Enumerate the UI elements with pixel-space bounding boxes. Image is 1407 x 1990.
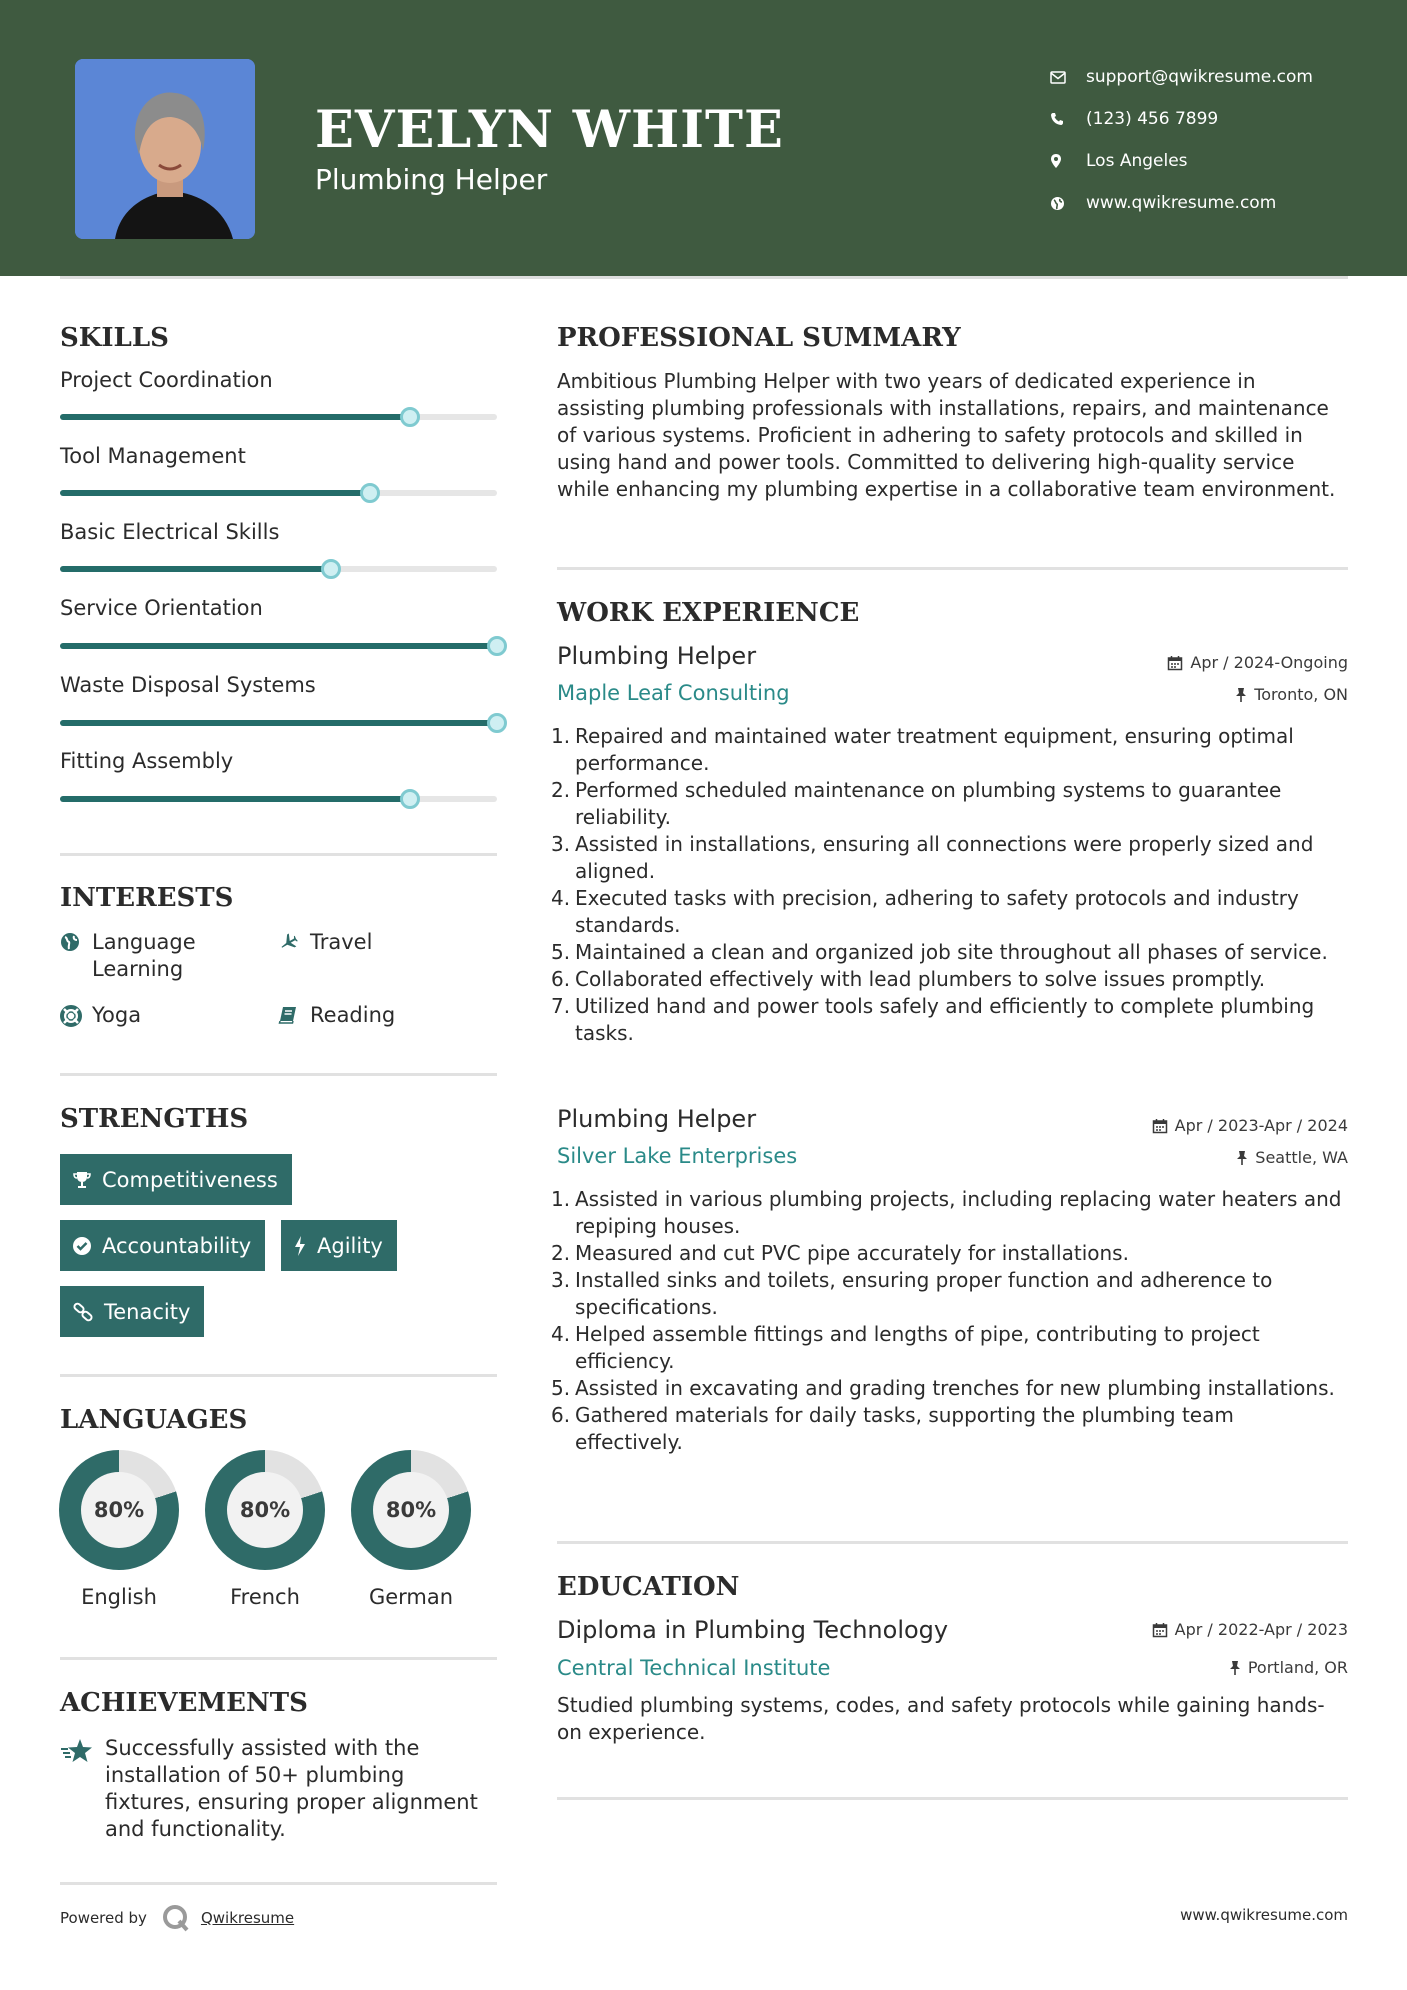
- school-name: Central Technical Institute: [557, 1656, 831, 1680]
- education-location-text: Portland, OR: [1247, 1658, 1348, 1677]
- job-location-text: Toronto, ON: [1254, 685, 1348, 704]
- section-divider: [60, 853, 497, 856]
- duty-text: Performed scheduled maintenance on plumbing systems to guarantee reliability.: [575, 778, 1282, 829]
- duty-item: 2. Performed scheduled maintenance on plumbing systems to guarantee reliability.: [551, 778, 1282, 829]
- duty-item: 4. Executed tasks with precision, adhering to safety protocols and industry standards.: [551, 886, 1299, 937]
- candidate-name: EVELYN WHITE: [315, 100, 784, 160]
- duty-text: Maintained a clean and organized job site throughout all phases of service.: [575, 940, 1328, 964]
- duty-text: Helped assemble fittings and lengths of pipe, contributing to project efficiency.: [575, 1322, 1260, 1373]
- duty-item: 1. Assisted in various plumbing projects, including replacing water heaters and repiping houses.: [551, 1187, 1342, 1238]
- language-name: German: [368, 1585, 454, 1609]
- footer-website[interactable]: www.qwikresume.com: [1180, 1906, 1348, 1924]
- strength-label: Accountability: [102, 1233, 252, 1258]
- header-divider: [60, 276, 1348, 279]
- skill-bar: [60, 414, 497, 420]
- language-percent: 80%: [81, 1472, 157, 1548]
- languages-heading: LANGUAGES: [60, 1405, 248, 1435]
- profile-photo: [75, 59, 255, 239]
- education-location: [1229, 1658, 1348, 1677]
- star-icon: [60, 1735, 105, 1771]
- job-duties: [551, 723, 1347, 1047]
- skill-bar: [60, 720, 497, 726]
- duty-item: 7. Utilized hand and power tools safely and efficiently to complete plumbing tasks.: [551, 994, 1315, 1045]
- job-dates: [1152, 1116, 1348, 1135]
- strength-label: Agility: [317, 1233, 383, 1258]
- skill-label: Basic Electrical Skills: [60, 520, 280, 544]
- language-ring: [59, 1450, 179, 1570]
- contact-phone[interactable]: [1050, 98, 1313, 140]
- job-title: Plumbing Helper: [557, 1105, 757, 1133]
- section-divider: [557, 1797, 1348, 1800]
- job-dates-text: Apr / 2023-Apr / 2024: [1174, 1116, 1348, 1135]
- duty-text: Repaired and maintained water treatment equipment, ensuring optimal performance.: [575, 724, 1294, 775]
- duty-text: Assisted in excavating and grading trenches for new plumbing installations.: [575, 1376, 1335, 1400]
- strength-badge: [60, 1154, 292, 1205]
- skill-bar-knob: [487, 636, 507, 656]
- link-icon: [72, 1301, 94, 1323]
- duty-item: 3. Assisted in installations, ensuring all connections were properly sized and aligned.: [551, 832, 1314, 883]
- duty-text: Installed sinks and toilets, ensuring proper function and adherence to specifications.: [575, 1268, 1273, 1319]
- duty-text: Collaborated effectively with lead plumbers to solve issues promptly.: [575, 967, 1266, 991]
- bolt-icon: [293, 1235, 307, 1257]
- phone-icon: [1050, 112, 1086, 126]
- education-heading: EDUCATION: [557, 1572, 740, 1602]
- achievement-item: [60, 1735, 500, 1843]
- duty-text: Assisted in installations, ensuring all connections were properly sized and aligned.: [575, 832, 1314, 883]
- duty-item: 2. Measured and cut PVC pipe accurately for installations.: [551, 1241, 1129, 1265]
- globe-icon: [1050, 196, 1086, 211]
- job-duties: [551, 1186, 1347, 1456]
- strengths-heading: STRENGTHS: [60, 1104, 249, 1134]
- duty-text: Utilized hand and power tools safely and efficiently to complete plumbing tasks.: [575, 994, 1315, 1045]
- section-divider: [60, 1657, 497, 1660]
- education-description: Studied plumbing systems, codes, and safety protocols while gaining hands-on experience.: [557, 1693, 1325, 1744]
- duty-text: Executed tasks with precision, adhering to safety protocols and industry standards.: [575, 886, 1299, 937]
- skill-bar-fill: [60, 490, 370, 496]
- contact-list: [1050, 56, 1313, 224]
- contact-website[interactable]: [1050, 182, 1313, 224]
- skill-bar-knob: [400, 789, 420, 809]
- plane-icon: [278, 929, 310, 959]
- duty-item: 3. Installed sinks and toilets, ensuring proper function and adherence to specifications.: [551, 1268, 1273, 1319]
- contact-email[interactable]: [1050, 56, 1313, 98]
- skill-bar-fill: [60, 643, 497, 649]
- job-location: [1236, 1148, 1348, 1167]
- interest-item: [278, 929, 372, 959]
- strength-badge: [60, 1220, 265, 1271]
- contact-website-text: www.qwikresume.com: [1086, 193, 1277, 213]
- interest-item: [60, 929, 260, 983]
- company-name: Silver Lake Enterprises: [557, 1144, 798, 1168]
- pushpin-icon: [1235, 687, 1247, 703]
- section-divider: [60, 1882, 497, 1885]
- pushpin-icon: [1236, 1150, 1248, 1166]
- book-icon: [278, 1002, 310, 1032]
- skill-label: Fitting Assembly: [60, 749, 234, 773]
- strength-badge: [281, 1220, 397, 1271]
- skills-heading: SKILLS: [60, 323, 169, 353]
- education-dates-text: Apr / 2022-Apr / 2023: [1174, 1620, 1348, 1639]
- map-pin-icon: [1050, 153, 1086, 169]
- powered-by: [60, 1903, 294, 1933]
- skill-bar-knob: [360, 483, 380, 503]
- globe-icon: [60, 929, 92, 959]
- skill-bar-knob: [400, 407, 420, 427]
- skill-label: Project Coordination: [60, 368, 273, 392]
- experience-heading: WORK EXPERIENCE: [557, 598, 860, 628]
- language-percent: 80%: [227, 1472, 303, 1548]
- company-name: Maple Leaf Consulting: [557, 681, 790, 705]
- job-dates: [1167, 653, 1348, 672]
- section-divider: [557, 1541, 1348, 1544]
- duty-text: Gathered materials for daily tasks, supporting the plumbing team effectively.: [575, 1403, 1234, 1454]
- duty-item: 6. Collaborated effectively with lead plumbers to solve issues promptly.: [551, 967, 1266, 991]
- job-location: [1235, 685, 1348, 704]
- contact-phone-text: (123) 456 7899: [1086, 109, 1219, 129]
- trophy-icon: [72, 1170, 92, 1190]
- qwikresume-link[interactable]: Qwikresume: [200, 1909, 295, 1927]
- job-location-text: Seattle, WA: [1255, 1148, 1348, 1167]
- duty-text: Assisted in various plumbing projects, including replacing water heaters and repiping houses.: [575, 1187, 1342, 1238]
- duty-item: 4. Helped assemble fittings and lengths of pipe, contributing to project efficiency.: [551, 1322, 1260, 1373]
- strength-label: Tenacity: [104, 1299, 191, 1324]
- candidate-title: Plumbing Helper: [315, 163, 548, 196]
- interest-item: [278, 1002, 395, 1032]
- duty-item: 1. Repaired and maintained water treatment equipment, ensuring optimal performance.: [551, 724, 1294, 775]
- section-divider: [60, 1374, 497, 1377]
- calendar-icon: [1167, 655, 1183, 671]
- interest-label: Reading: [310, 1003, 396, 1027]
- skill-bar-knob: [487, 713, 507, 733]
- skill-label: Waste Disposal Systems: [60, 673, 316, 697]
- education-dates: [1152, 1620, 1348, 1639]
- skill-bar: [60, 490, 497, 496]
- skill-label: Tool Management: [60, 444, 246, 468]
- skill-bar-fill: [60, 566, 331, 572]
- summary-text: Ambitious Plumbing Helper with two years of dedicated experience in assisting plumbing professionals with installations, repairs, and maintenance of various systems. Proficient in adhering to safety protocols and skilled in using hand and power tools. Committed to delivering high-quality service while enhancing my plumbing expertise in a collaborative team environment.: [557, 369, 1336, 501]
- envelope-icon: [1050, 71, 1086, 84]
- summary-heading: PROFESSIONAL SUMMARY: [557, 323, 961, 353]
- job-dates-text: Apr / 2024-Ongoing: [1190, 653, 1348, 672]
- contact-email-text: support@qwikresume.com: [1086, 67, 1313, 87]
- interest-label: Travel: [310, 930, 373, 954]
- skill-bar-fill: [60, 720, 497, 726]
- language-name: English: [81, 1585, 157, 1609]
- skill-bar: [60, 643, 497, 649]
- skill-bar-fill: [60, 414, 410, 420]
- lifebuoy-icon: [60, 1002, 92, 1034]
- skill-label: Service Orientation: [60, 596, 263, 620]
- interest-item: [60, 1002, 141, 1034]
- achievements-heading: ACHIEVEMENTS: [60, 1688, 308, 1718]
- interest-label: Yoga: [92, 1003, 142, 1027]
- language-ring: [351, 1450, 471, 1570]
- duty-text: Measured and cut PVC pipe accurately for installations.: [575, 1241, 1129, 1265]
- section-divider: [60, 1073, 497, 1076]
- resume-header: [0, 0, 1407, 276]
- interests-heading: INTERESTS: [60, 883, 234, 913]
- check-circle-icon: [72, 1236, 92, 1256]
- calendar-icon: [1152, 1118, 1168, 1134]
- language-percent: 80%: [373, 1472, 449, 1548]
- strength-badge: [60, 1286, 204, 1337]
- skill-bar-knob: [321, 559, 341, 579]
- degree-title: Diploma in Plumbing Technology: [557, 1616, 949, 1644]
- skill-bar: [60, 566, 497, 572]
- language-name: French: [230, 1585, 300, 1609]
- qwikresume-logo-icon: [161, 1903, 191, 1933]
- job-title: Plumbing Helper: [557, 642, 757, 670]
- section-divider: [557, 567, 1348, 570]
- strength-label: Competitiveness: [102, 1167, 278, 1192]
- duty-item: 5. Assisted in excavating and grading trenches for new plumbing installations.: [551, 1376, 1335, 1400]
- contact-location-text: Los Angeles: [1086, 151, 1188, 171]
- pushpin-icon: [1229, 1660, 1241, 1676]
- skill-bar: [60, 796, 497, 802]
- skill-bar-fill: [60, 796, 410, 802]
- achievement-text: Successfully assisted with the installation of 50+ plumbing fixtures, ensuring proper alignment and functionality.: [105, 1736, 478, 1841]
- powered-by-label: Powered by: [60, 1909, 147, 1927]
- contact-location: [1050, 140, 1313, 182]
- duty-item: 6. Gathered materials for daily tasks, supporting the plumbing team effectively.: [551, 1403, 1234, 1454]
- calendar-icon: [1152, 1622, 1168, 1638]
- language-ring: [205, 1450, 325, 1570]
- duty-item: 5. Maintained a clean and organized job site throughout all phases of service.: [551, 940, 1328, 964]
- interest-label: Language Learning: [92, 930, 196, 981]
